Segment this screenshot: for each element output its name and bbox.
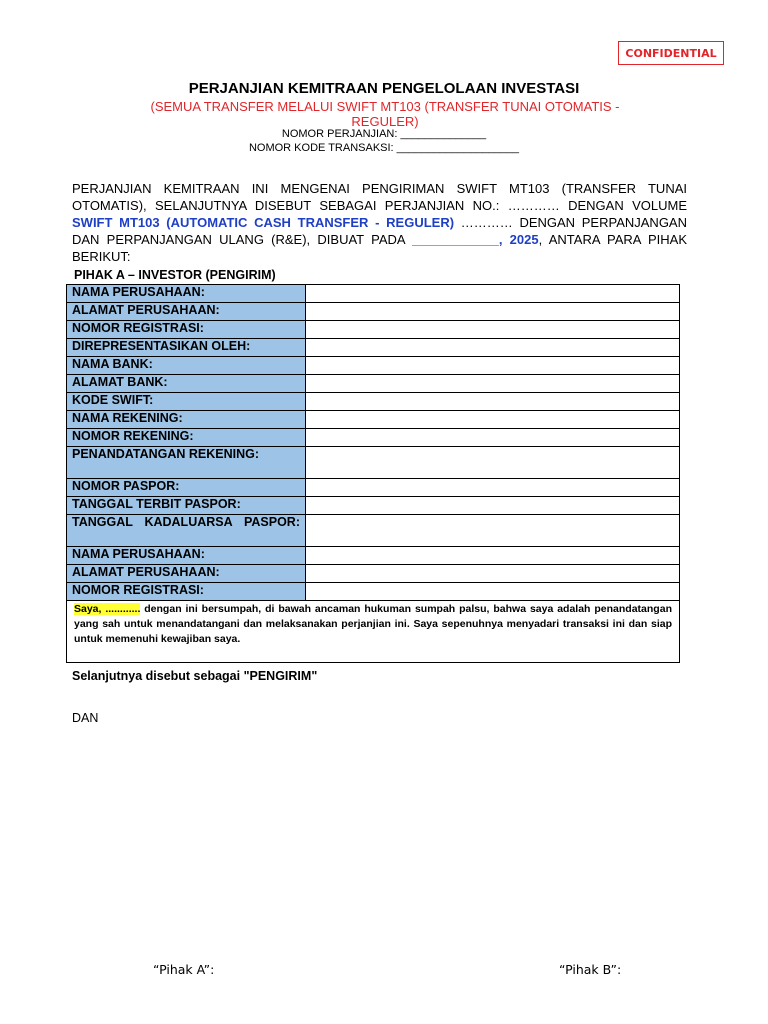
declaration-text: dengan ini bersumpah, di bawah ancaman hukuman sumpah palsu, bahwa saya adalah penandatangan yang sah untuk menandatangani dan melaksanakan perjanjian ini. Saya sepenuhnya menyadari transaksi ini dan siap untuk memenuhi kewajiban saya. bbox=[74, 603, 672, 645]
declaration-row bbox=[67, 601, 680, 663]
pihak-a-heading: PIHAK A – INVESTOR (PENGIRIM) bbox=[74, 268, 276, 282]
field-label: TANGGAL KADALUARSA PASPOR: bbox=[67, 515, 306, 547]
field-value-cell[interactable] bbox=[306, 339, 680, 357]
field-value-cell[interactable] bbox=[306, 429, 680, 447]
intro-paragraph bbox=[72, 180, 687, 265]
field-value-cell[interactable] bbox=[306, 515, 680, 547]
table-row bbox=[67, 547, 680, 565]
field-label: NOMOR REKENING: bbox=[67, 429, 306, 447]
field-label: DIREPRESENTASIKAN OLEH: bbox=[67, 339, 306, 357]
intro-text-1: PERJANJIAN KEMITRAAN INI MENGENAI PENGIRIMAN SWIFT MT103 (TRANSFER TUNAI OTOMATIS), SELANJUTNYA DISEBUT SEBAGAI PERJANJIAN NO.: ………… DENGAN VOLUME bbox=[72, 181, 687, 213]
table-row bbox=[67, 583, 680, 601]
intro-text-3: , ANTARA PARA PIHAK BERIKUT: bbox=[72, 232, 687, 264]
pihak-a-table bbox=[66, 284, 680, 663]
field-value-cell[interactable] bbox=[306, 479, 680, 497]
field-value-cell[interactable] bbox=[306, 321, 680, 339]
table-row bbox=[67, 479, 680, 497]
field-value-cell[interactable] bbox=[306, 565, 680, 583]
field-label: KODE SWIFT: bbox=[67, 393, 306, 411]
field-label: PENANDATANGAN REKENING: bbox=[67, 447, 306, 479]
sender-note: Selanjutnya disebut sebagai "PENGIRIM" bbox=[72, 669, 318, 683]
document-title: PERJANJIAN KEMITRAAN PENGELOLAAN INVESTASI bbox=[188, 80, 580, 97]
table-row bbox=[67, 447, 680, 479]
declaration-cell bbox=[67, 601, 680, 663]
field-label: ALAMAT PERUSAHAAN: bbox=[67, 565, 306, 583]
table-row bbox=[67, 285, 680, 303]
agreement-number: NOMOR PERJANJIAN: ______________ bbox=[281, 128, 487, 140]
field-label: NOMOR REGISTRASI: bbox=[67, 321, 306, 339]
table-row bbox=[67, 357, 680, 375]
table-row bbox=[67, 411, 680, 429]
field-label: NAMA REKENING: bbox=[67, 411, 306, 429]
table-row bbox=[67, 303, 680, 321]
document-subtitle: (SEMUA TRANSFER MELALUI SWIFT MT103 (TRANSFER TUNAI OTOMATIS - REGULER) bbox=[150, 99, 620, 129]
table-row bbox=[67, 497, 680, 515]
field-value-cell[interactable] bbox=[306, 411, 680, 429]
signature-label-pihak-b: “Pihak B”: bbox=[559, 962, 622, 977]
table-row bbox=[67, 321, 680, 339]
table-row bbox=[67, 393, 680, 411]
field-label: ALAMAT BANK: bbox=[67, 375, 306, 393]
signature-label-pihak-a: “Pihak A”: bbox=[153, 962, 215, 977]
table-row bbox=[67, 429, 680, 447]
field-label: NOMOR PASPOR: bbox=[67, 479, 306, 497]
field-label: NOMOR REGISTRASI: bbox=[67, 583, 306, 601]
field-label: TANGGAL TERBIT PASPOR: bbox=[67, 497, 306, 515]
declaration-highlight: Saya, ............ bbox=[74, 603, 141, 615]
field-value-cell[interactable] bbox=[306, 447, 680, 479]
table-row bbox=[67, 515, 680, 547]
field-value-cell[interactable] bbox=[306, 357, 680, 375]
dan-label: DAN bbox=[72, 711, 99, 725]
field-value-cell[interactable] bbox=[306, 497, 680, 515]
field-value-cell[interactable] bbox=[306, 375, 680, 393]
field-value-cell[interactable] bbox=[306, 393, 680, 411]
field-label: NAMA BANK: bbox=[67, 357, 306, 375]
table-row bbox=[67, 339, 680, 357]
field-label: ALAMAT PERUSAHAAN: bbox=[67, 303, 306, 321]
table-row bbox=[67, 565, 680, 583]
field-value-cell[interactable] bbox=[306, 547, 680, 565]
intro-highlight-date: ____________, 2025 bbox=[412, 232, 539, 247]
intro-text-2: ………… DENGAN PERPANJANGAN DAN PERPANJANGAN ULANG (R&E), DIBUAT PADA bbox=[72, 215, 687, 247]
field-label: NAMA PERUSAHAAN: bbox=[67, 547, 306, 565]
confidential-badge: CONFIDENTIAL bbox=[618, 41, 724, 65]
field-label: NAMA PERUSAHAAN: bbox=[67, 285, 306, 303]
table-row bbox=[67, 375, 680, 393]
intro-highlight-swift: SWIFT MT103 (AUTOMATIC CASH TRANSFER - REGULER) bbox=[72, 215, 455, 230]
transaction-code: NOMOR KODE TRANSAKSI: ____________________ bbox=[248, 142, 520, 154]
field-value-cell[interactable] bbox=[306, 583, 680, 601]
field-value-cell[interactable] bbox=[306, 303, 680, 321]
field-value-cell[interactable] bbox=[306, 285, 680, 303]
